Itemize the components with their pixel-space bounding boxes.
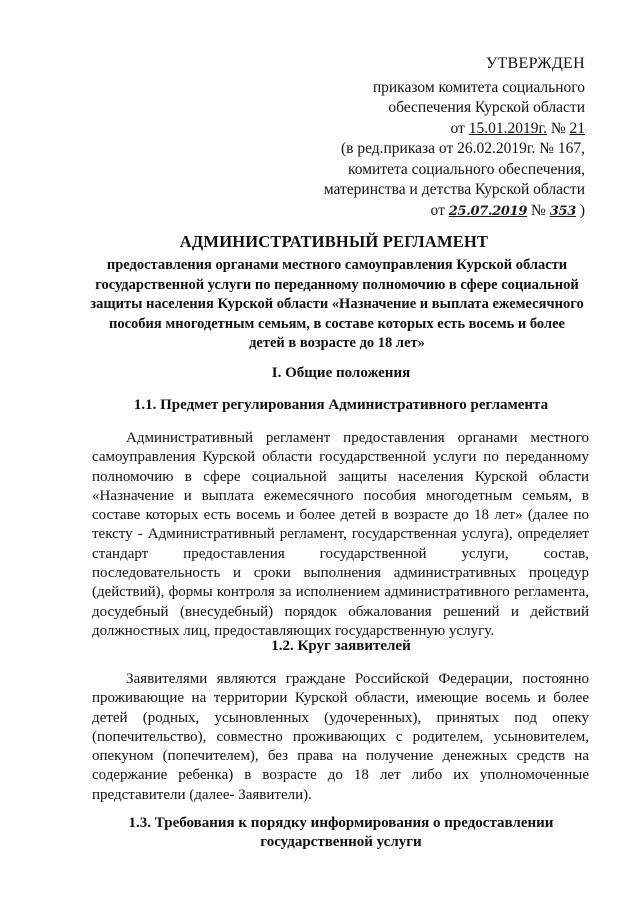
section-1-2-text: Заявителями являются граждане Российской Федерации, постоянно проживающие на территории Курской области, имеющие восемь и более детей (родных, усыновленных (удочеренных), принятых под опеку (попечительство), совместно проживающих с родителем, усыновителем, опекуном (попечителем), без права на получение денежных средств на содержание ребенка) в возрасте до 18 лет либо их уполномоченные представители (далее- Заявители). [92,671,589,803]
order-prefix: от [450,119,469,137]
section-1-heading: I. Общие положения [271,365,411,381]
approval-block [285,54,585,222]
amendment-line: (в ред.приказа от 26.02.2019г. № 167, [340,140,585,157]
amendment-line: материнства и детства Курской области [323,181,585,198]
document-subtitle: предоставления органами местного самоуправления Курской области государственной услуги по переданному полномочию в сфере социальной защиты населения Курской области «Назначение и выплата ежемесячного пособия многодетным семьям, в составе которых есть восемь и более детей в возрасте до 18 лет» [90,257,584,352]
amendment-line: комитета социального обеспечения, [348,160,585,178]
section-1-1-paragraph [92,429,589,641]
approval-order-line [285,119,585,140]
section-1-3-heading-line: государственной услуги [260,834,422,850]
approval-line: приказом комитета социального [372,78,585,96]
document-title: АДМИНИСТРАТИВНЫЙ РЕГЛАМЕНТ [179,232,489,251]
approval-line: обеспечения Курской области [388,99,585,116]
approval-title: УТВЕРЖДЕН [485,55,585,72]
order-number: 21 [569,119,585,137]
section-1-2-paragraph [92,670,589,805]
amendment-suffix: ) [575,201,585,219]
amendment-number-label: № [527,201,550,219]
handwritten-amendment-date: 25.07.2019 [448,203,528,219]
section-1-2-heading: 1.2. Круг заявителей [271,638,411,654]
section-1-3-heading [92,814,590,852]
handwritten-amendment-number: 353 [549,203,576,219]
section-1-3-heading-line: 1.3. Требования к порядку информирования о предоставлении [128,815,554,831]
order-number-label: № [546,119,570,137]
amendment-prefix: от [430,201,449,219]
section-1-1-heading: 1.1. Предмет регулирования Административного регламента [133,397,549,413]
section-1-1-text: Административный регламент предоставления органами местного самоуправления Курской области государственной услуги по переданному полномочию в сфере социальной защиты населения Курской области «Назначение и выплата ежемесячного пособия многодетным семьям, в составе которых есть восемь и более детей в возрасте до 18 лет» (далее по тексту - Административный регламент, государственная услуга), определяет стандарт предоставления государственной услуги, состав, последовательность и сроки выполнения административных процедур (действий), формы контроля за исполнением административного регламента, досудебный (внесудебный) порядок обжалования решений и действий должностных лиц, предоставляющих государственную услугу. [92,430,589,639]
order-date: 15.01.2019г. [468,119,547,137]
amendment-order-line [285,201,585,223]
